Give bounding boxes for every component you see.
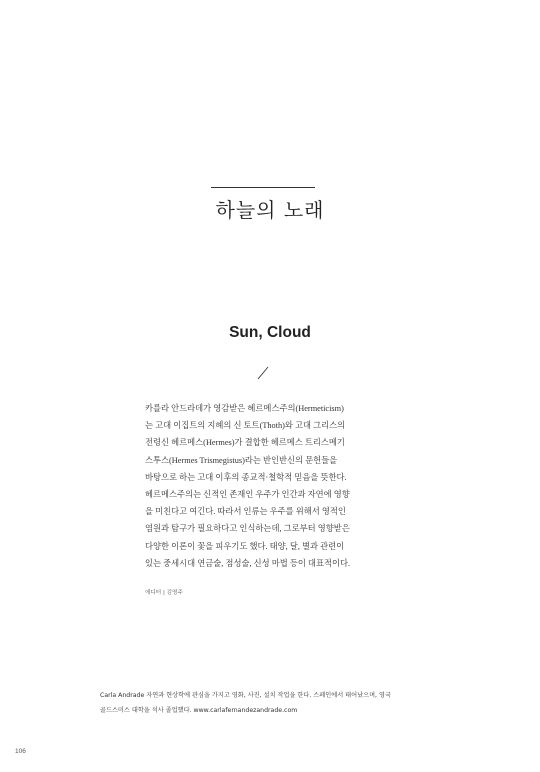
article-body	[145, 400, 371, 572]
body-line: 바탕으로 하는 고대 이후의 종교적·철학적 믿음을 뜻한다.	[145, 472, 347, 482]
body-line: 카를라 안드라데가 영감받은 헤르메스주의(Hermeticism)	[145, 404, 344, 413]
artist-bio	[100, 689, 440, 718]
article-title: 하늘의 노래	[215, 198, 325, 222]
editor-credit: 에디터 | 김영주	[145, 590, 183, 596]
body-line: 다양한 이론이 꽃을 피우기도 했다. 태양, 달, 별과 관련이	[145, 541, 345, 551]
body-line: 전령신 헤르메스(Hermes)가 결합한 헤르메스 트리스메기	[145, 438, 345, 448]
body-line: 염원과 탐구가 필요하다고 인식하는데, 그로부터 영향받은	[145, 524, 350, 534]
body-line: 는 고대 이집트의 지혜의 신 토트(Thoth)와 고대 그리스의	[145, 421, 346, 431]
bio-line: Carla Andrade 자연과 현상학에 관심을 가지고 영화, 사진, 설치 작업을 한다. 스페인에서 태어났으며, 영국	[100, 692, 391, 699]
page-number: 106	[15, 748, 26, 755]
body-line: 을 미친다고 여긴다. 따라서 인류는 우주를 위해서 영적인	[145, 507, 346, 517]
body-line: 헤르메스주의는 신적인 존재인 우주가 인간과 자연에 영향	[145, 490, 350, 500]
article-subtitle: Sun, Cloud	[229, 324, 311, 341]
body-line: 스투스(Hermes Trismegistus)라는 반인반신의 문헌들을	[145, 455, 338, 465]
bio-line: 골드스미스 대학을 석사 졸업했다. www.carlafernandezandrade.com	[100, 706, 298, 714]
slash-divider-icon	[256, 366, 270, 380]
title-top-rule	[211, 187, 315, 188]
body-line: 있는 중세시대 연금술, 점성술, 신성 마법 등이 대표적이다.	[145, 558, 351, 568]
